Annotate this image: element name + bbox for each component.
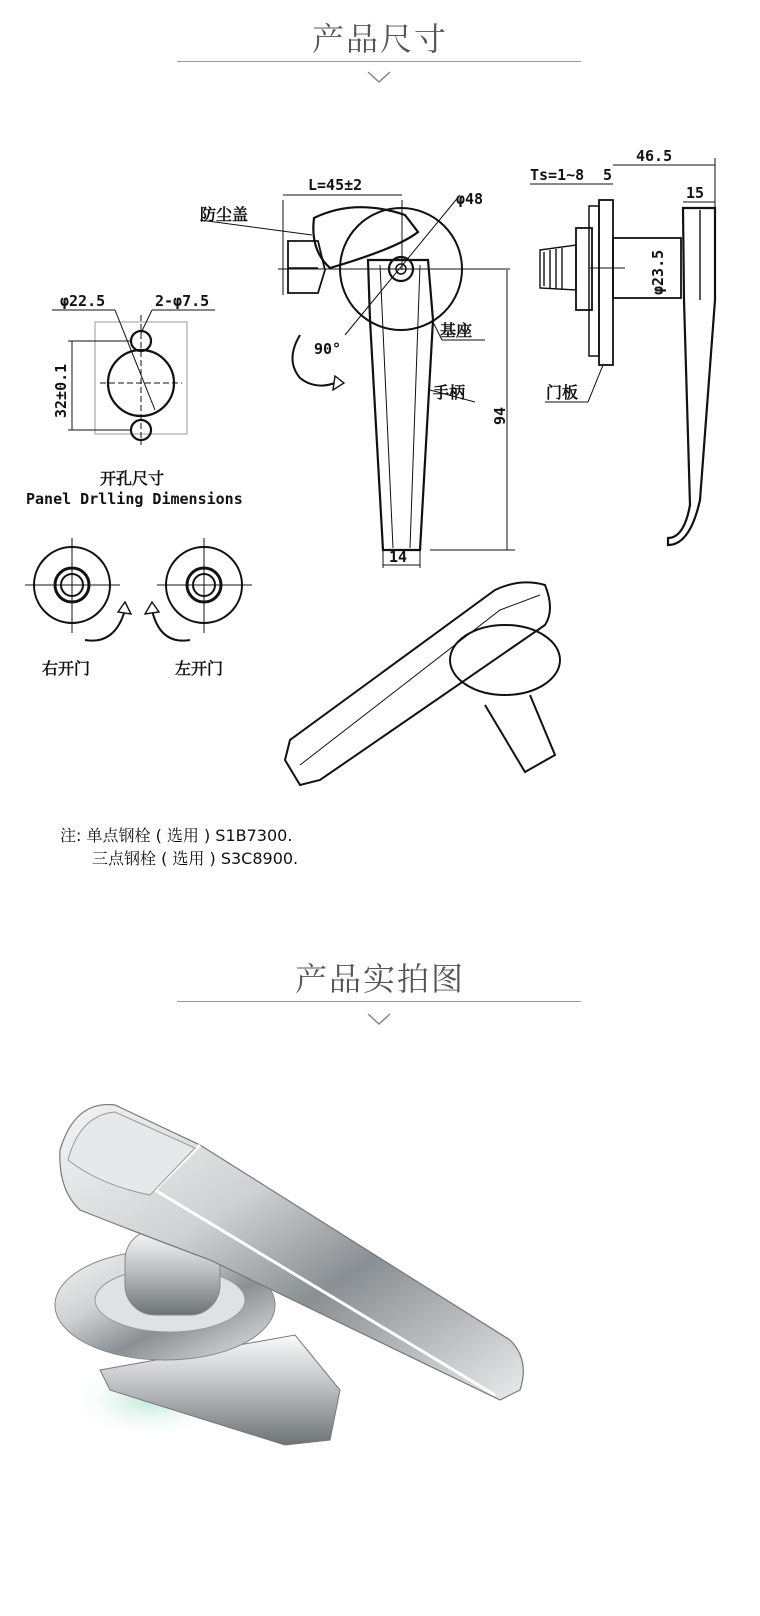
dim-phi22-5: φ22.5 <box>60 292 106 310</box>
dim-phi48: φ48 <box>456 190 484 208</box>
dim-L: L=45±2 <box>308 176 363 194</box>
chevron-down-icon <box>366 70 392 84</box>
title-divider <box>177 1001 581 1002</box>
panel-drilling-en: Panel Drlling Dimensions <box>26 490 243 508</box>
dim-2phi7-5: 2-φ7.5 <box>155 292 210 310</box>
product-photo <box>40 1090 540 1460</box>
dim-phi23-5: φ23.5 <box>649 249 667 295</box>
section-title-photos: 产品实拍图 <box>294 960 465 998</box>
label-left-door: 左开门 <box>175 659 224 678</box>
dim-5: 5 <box>603 166 613 184</box>
dim-46-5: 46.5 <box>636 147 673 165</box>
dim-32: 32±0.1 <box>52 363 70 418</box>
dim-94: 94 <box>491 406 509 425</box>
dim-14: 14 <box>389 548 408 566</box>
section-title-dimensions: 产品尺寸 <box>311 20 448 58</box>
label-angle: 90° <box>314 340 342 358</box>
handle-shape <box>368 260 433 550</box>
note-line-2: 三点钢栓 ( 选用 ) S3C8900. <box>92 849 299 868</box>
panel-drilling-cn: 开孔尺寸 <box>100 469 165 488</box>
dimension-drawing <box>0 140 760 800</box>
dim-15: 15 <box>686 184 705 202</box>
dim-Ts: Ts=1~8 <box>530 166 585 184</box>
chevron-down-icon <box>366 1012 392 1026</box>
label-right-door: 右开门 <box>42 659 91 678</box>
note-line-1: 注: 单点钢栓 ( 选用 ) S1B7300. <box>60 826 293 845</box>
label-base: 基座 <box>440 321 473 340</box>
label-dust-cover: 防尘盖 <box>200 205 249 224</box>
label-door-panel: 门板 <box>546 383 579 402</box>
title-divider <box>177 61 581 62</box>
label-handle: 手柄 <box>433 383 466 402</box>
